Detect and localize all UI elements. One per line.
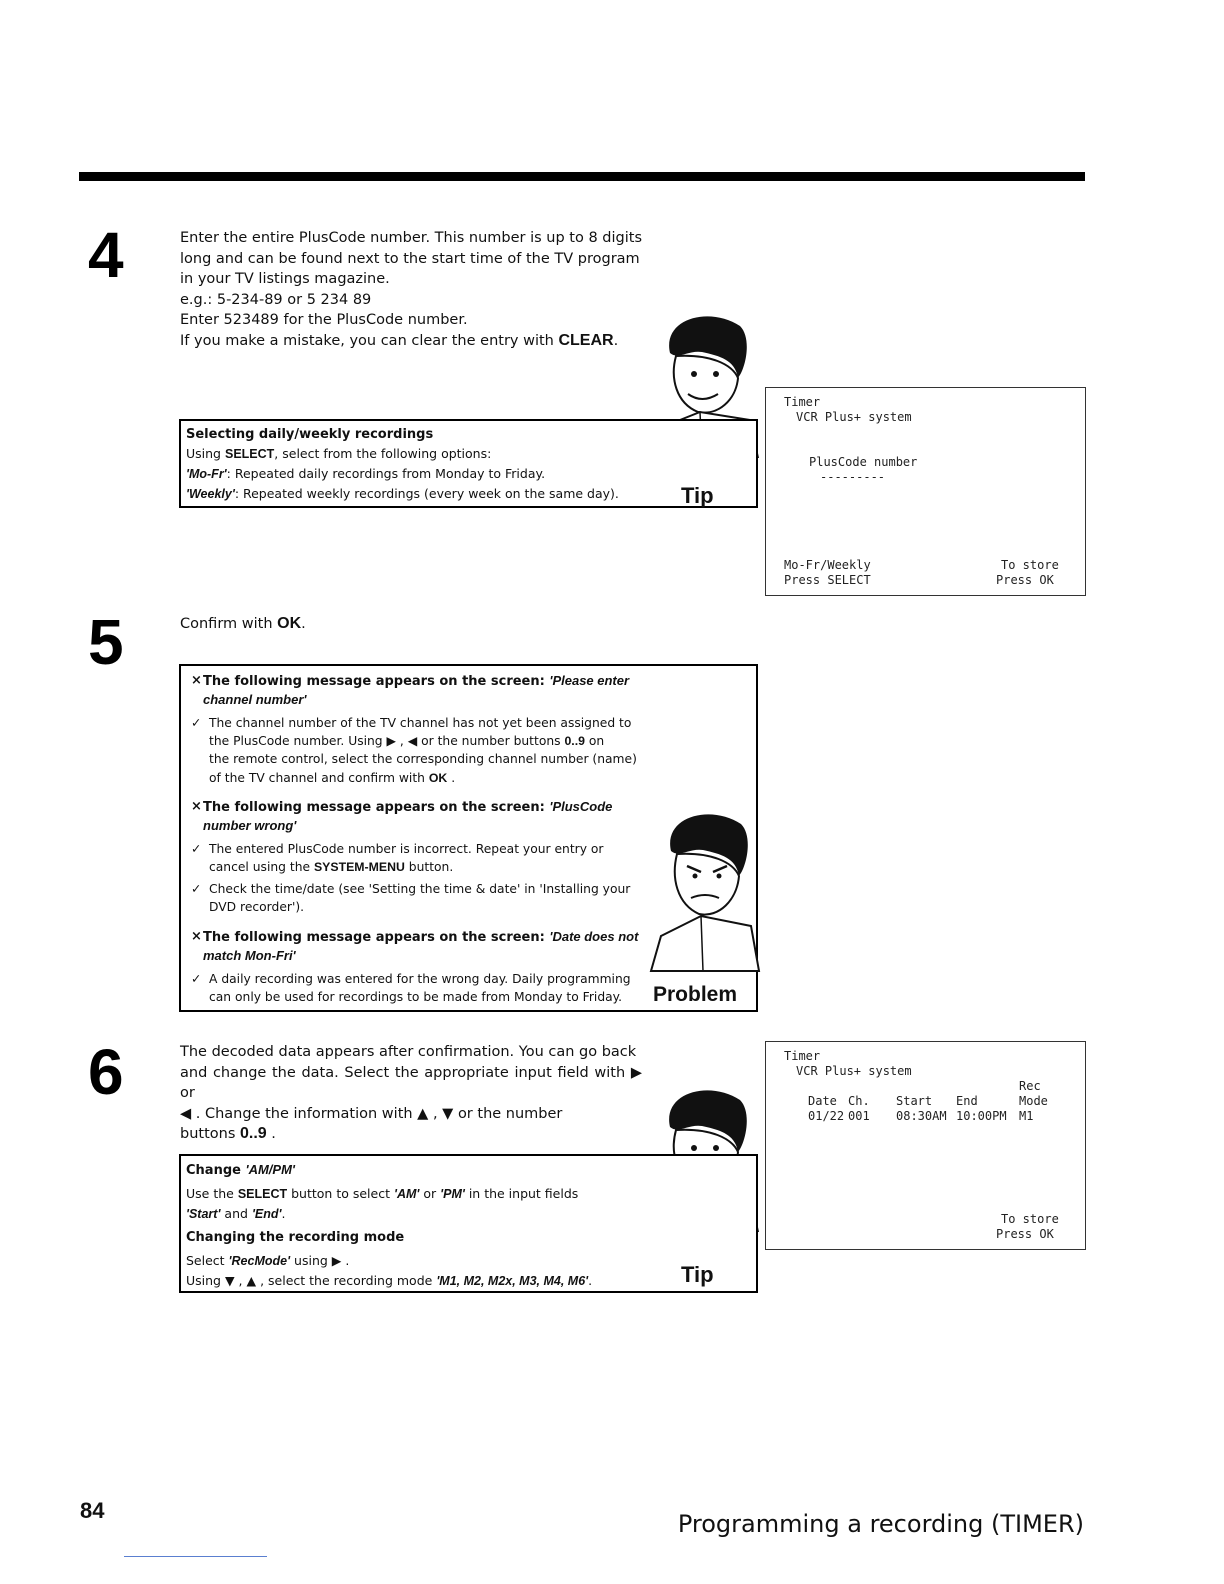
- problem-solution: ✓ The channel number of the TV channel has not yet been assigned to the PlusCode number. Using ▶ , ◀ or the number buttons 0..9 on the remote control, select the corresponding channel number (name) of the TV channel and confirm with OK .: [191, 716, 637, 785]
- step4-text: [180, 228, 642, 351]
- page-title: Programming a recording (TIMER): [677, 1510, 1084, 1538]
- step5-text: Confirm with OK.: [180, 615, 306, 632]
- tip-title: Changing the recording mode: [186, 1230, 405, 1245]
- problem-solution: ✓ Check the time/date (see 'Setting the time & date' in 'Installing your DVD recorder').: [191, 882, 631, 915]
- step-number-5: 5: [88, 606, 124, 678]
- tv-screen-pluscode: Timer VCR Plus+ system PlusCode number --------- Mo-Fr/Weekly Press SELECT To store Press OK: [765, 387, 1086, 596]
- step-number-6: 6: [88, 1036, 124, 1108]
- problem-label: Problem: [653, 983, 738, 1006]
- step4-line: long and can be found next to the start time of the TV program: [180, 250, 640, 267]
- tip-label: Tip: [681, 483, 714, 508]
- cartoon-man-problem-icon: [641, 806, 761, 976]
- footer-rule: [124, 1556, 267, 1557]
- problem-heading: × The following message appears on the screen: 'Date does not match Mon-Fri': [191, 928, 639, 963]
- page-number: 84: [80, 1498, 105, 1523]
- step4-line: in your TV listings magazine.: [180, 271, 390, 287]
- problem-solution: ✓ The entered PlusCode number is incorrect. Repeat your entry or cancel using the SYSTEM-MENU button.: [191, 841, 604, 875]
- problem-box: [179, 664, 758, 1012]
- problem-heading: × The following message appears on the screen: 'Please enter channel number': [191, 673, 630, 707]
- tip-box-ampm-recmode: Change 'AM/PM' Use the SELECT button to select 'AM' or 'PM' in the input fields 'Start' and 'End'. Changing the recording mode Select 'RecMode' using ▶ . Using ▼ , ▲ , select the recording mode 'M1, M2, M2x, M3, M4, M6'. Tip: [179, 1154, 758, 1293]
- problem-solution: ✓ A daily recording was entered for the wrong day. Daily programming can only be used for recordings to be made from Monday to Friday.: [191, 971, 631, 1004]
- tip-line: 'Mo-Fr': Repeated daily recordings from Monday to Friday.: [186, 466, 546, 481]
- step4-line: Enter the entire PlusCode number. This number is up to 8 digits: [180, 230, 642, 246]
- step4-line: Enter 523489 for the PlusCode number.: [180, 312, 468, 328]
- pluscode-placeholder: ---------: [820, 470, 886, 484]
- problem-heading: × The following message appears on the screen: 'PlusCode number wrong': [191, 798, 613, 833]
- tip-title: Change 'AM/PM': [186, 1162, 295, 1178]
- tip-title: Selecting daily/weekly recordings: [186, 427, 434, 442]
- tip-line: Using SELECT, select from the following options:: [186, 446, 492, 461]
- top-rule: [79, 172, 1085, 181]
- ok-key: OK: [277, 615, 302, 632]
- clear-key: CLEAR: [558, 331, 614, 349]
- step-number-4: 4: [88, 219, 124, 291]
- step6-text: The decoded data appears after confirmation. You can go back and change the data. Select the appropriate input field with ▶ or ◀ . Change the information with ▲ , ▼ or the number buttons 0..9 .: [180, 1044, 642, 1142]
- step4-line: e.g.: 5-234-89 or 5 234 89: [180, 291, 372, 308]
- tip-label: Tip: [681, 1262, 714, 1287]
- tip-line: 'Weekly': Repeated weekly recordings (every week on the same day).: [186, 486, 619, 501]
- select-key: SELECT: [224, 447, 275, 461]
- tv-screen-decoded: Timer VCR Plus+ system Rec Date Ch. Start End Mode 01/22 001 08:30AM 10:00PM M1 To store Press OK: [765, 1041, 1086, 1250]
- step4-clear-line: If you make a mistake, you can clear the entry with CLEAR.: [180, 331, 619, 349]
- tip-box-daily-weekly: [179, 419, 758, 508]
